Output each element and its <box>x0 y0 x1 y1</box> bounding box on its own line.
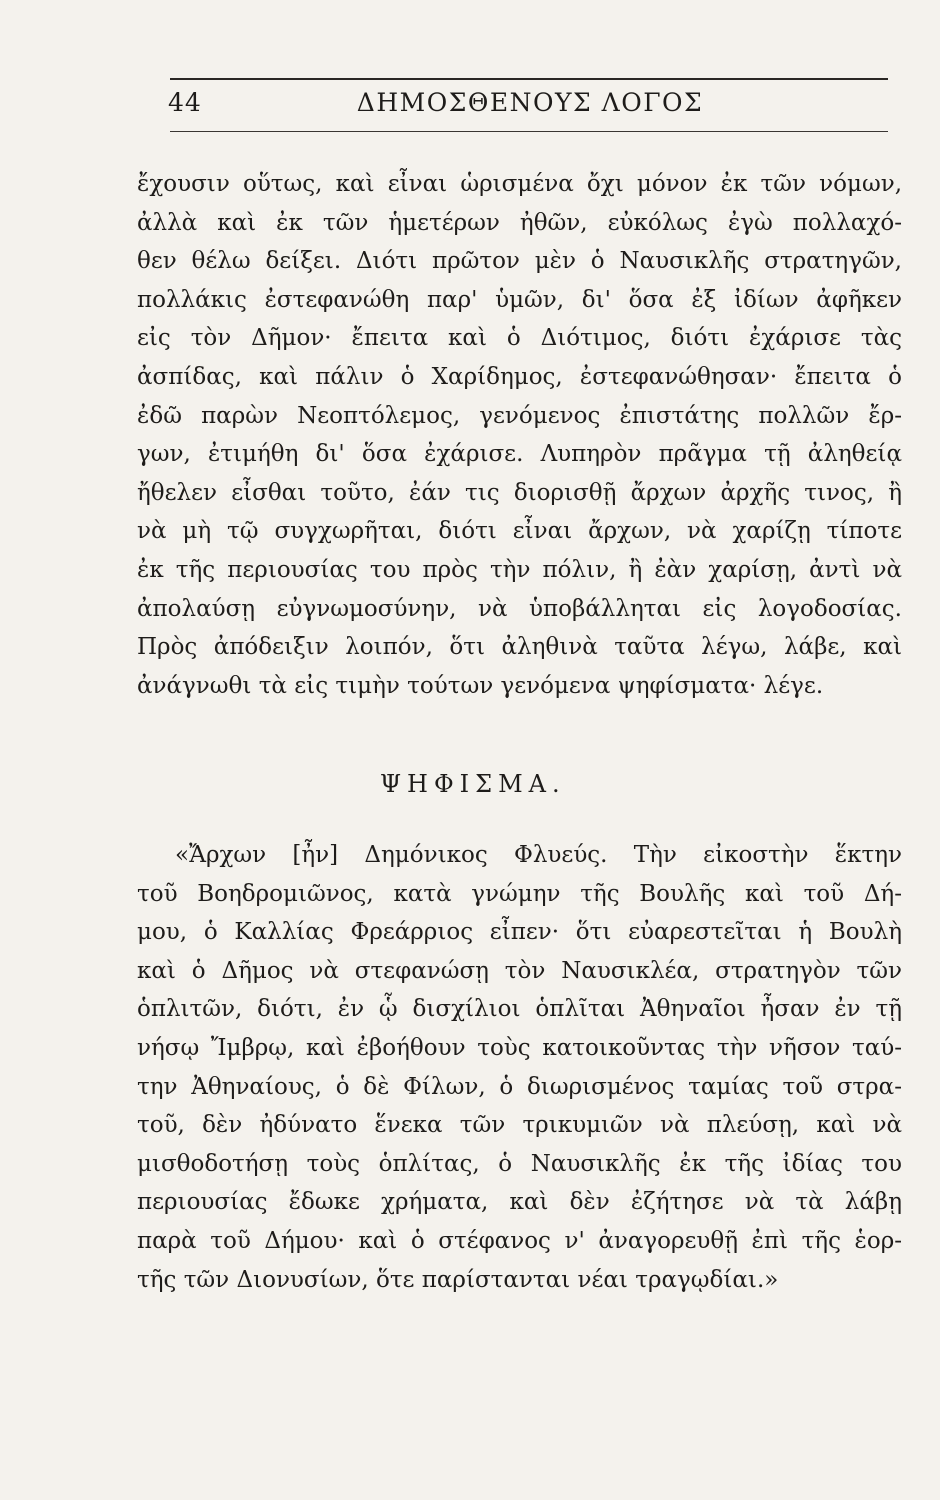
text-line: ὁπλιτῶν, διότι, ἐν ᾧ δισχίλιοι ὁπλῖται Ἀθηναῖοι ἦσαν ἐν τῇ <box>137 996 902 1023</box>
text-line: ἔχουσιν οὕτως, καὶ εἶναι ὡρισμένα ὄχι μόνον ἐκ τῶν νόμων, <box>137 171 902 197</box>
text-line: τοῦ, δὲν ἠδύνατο ἕνεκα τῶν τρικυμιῶν νὰ πλεύσῃ, καὶ νὰ <box>137 1112 902 1139</box>
section-title: ΨΗΦΙΣΜΑ. <box>380 770 566 798</box>
text-line: ἀλλὰ καὶ ἐκ τῶν ἡμετέρων ἠθῶν, εὐκόλως ἐγὼ πολλαχό- <box>137 209 902 236</box>
text-line: θεν θέλω δείξει. Διότι πρῶτον μὲν ὁ Ναυσικλῆς στρατηγῶν, <box>137 248 902 275</box>
text-line: Πρὸς ἀπόδειξιν λοιπόν, ὅτι ἀληθινὰ ταῦτα λέγω, λάβε, καὶ <box>137 634 902 661</box>
text-line: παρὰ τοῦ Δήμου· καὶ ὁ στέφανος ν' ἀναγορευθῇ ἐπὶ τῆς ἑορ- <box>137 1227 902 1254</box>
decree-paragraph <box>137 836 902 1299</box>
text-line: γων, ἐτιμήθη δι' ὅσα ἐχάρισε. Λυπηρὸν πρᾶγμα τῇ ἀληθείᾳ <box>137 441 902 468</box>
text-line: ἀσπίδας, καὶ πάλιν ὁ Χαρίδημος, ἐστεφανώθησαν· ἔπειτα ὁ <box>137 363 902 390</box>
speech-paragraph <box>137 165 902 705</box>
text-line: μισθοδοτήσῃ τοὺς ὁπλίτας, ὁ Ναυσικλῆς ἐκ τῆς ἰδίας του <box>137 1150 902 1177</box>
text-line: τῆς τῶν Διονυσίων, ὅτε παρίστανται νέαι τραγῳδίαι.» <box>137 1266 779 1293</box>
text-line: ἀπολαύσῃ εὐγνωμοσύνην, νὰ ὑποβάλληται εἰς λογοδοσίας. <box>137 595 902 622</box>
text-line: πολλάκις ἐστεφανώθη παρ' ὑμῶν, δι' ὅσα ἐξ ἰδίων ἀφῆκεν <box>137 286 902 313</box>
running-head-title: ΔΗΜΟΣΘΕΝΟΥΣ ΛΟΓΟΣ <box>356 88 704 117</box>
text-line: καὶ ὁ Δῆμος νὰ στεφανώσῃ τὸν Ναυσικλέα, στρατηγὸν τῶν <box>137 957 902 984</box>
text-line: εἰς τὸν Δῆμον· ἔπειτα καὶ ὁ Διότιμος, διότι ἐχάρισε τὰς <box>137 325 902 352</box>
text-line: ἤθελεν εἶσθαι τοῦτο, ἐάν τις διορισθῇ ἄρχων ἀρχῆς τινος, ἢ <box>137 479 902 506</box>
text-line: ἐδῶ παρὼν Νεοπτόλεμος, γενόμενος ἐπιστάτης πολλῶν ἔρ- <box>137 402 902 429</box>
text-line: ἀνάγνωθι τὰ εἰς τιμὴν τούτων γενόμενα ψηφίσματα· λέγε. <box>137 672 824 699</box>
text-line: μου, ὁ Καλλίας Φρεάρριος εἶπεν· ὅτι εὐαρεστεῖται ἡ Βουλὴ <box>137 919 902 946</box>
text-line: την Ἀθηναίους, ὁ δὲ Φίλων, ὁ διωρισμένος ταμίας τοῦ στρα- <box>137 1073 902 1100</box>
page-number: 44 <box>168 88 202 117</box>
text-line: νὰ μὴ τῷ συγχωρῆται, διότι εἶναι ἄρχων, νὰ χαρίζῃ τίποτε <box>137 518 902 545</box>
header-top-rule <box>170 78 888 80</box>
text-line: νήσῳ Ἴμβρῳ, καὶ ἐβοήθουν τοὺς κατοικοῦντας τὴν νῆσον ταύ- <box>137 1034 902 1061</box>
text-line: «Ἄρχων [ἦν] Δημόνικος Φλυεύς. Τὴν εἰκοστὴν ἕκτην <box>175 842 902 868</box>
text-line: περιουσίας ἔδωκε χρήματα, καὶ δὲν ἐζήτησε νὰ τὰ λάβῃ <box>137 1189 902 1216</box>
text-line: ἐκ τῆς περιουσίας του πρὸς τὴν πόλιν, ἢ ἐὰν χαρίσῃ, ἀντὶ νὰ <box>137 556 902 583</box>
header-bottom-rule <box>170 131 888 132</box>
text-line: τοῦ Βοηδρομιῶνος, κατὰ γνώμην τῆς Βουλῆς καὶ τοῦ Δή- <box>137 880 902 907</box>
